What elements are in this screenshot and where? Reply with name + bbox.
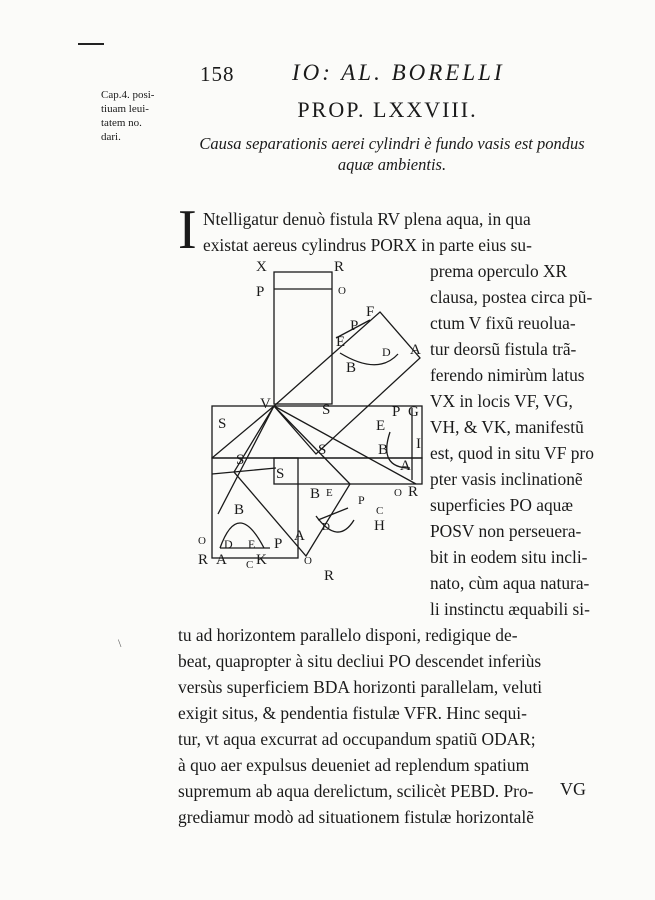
label-o: O <box>394 487 402 499</box>
tilted-tube-vf <box>274 312 420 454</box>
text-line: Ntelligatur denuò fistula RV plena aqua, in qua <box>203 209 531 229</box>
label-e: E <box>326 487 333 499</box>
label-b: B <box>346 360 357 376</box>
label-d: D <box>224 537 233 551</box>
label-a: A <box>410 342 421 358</box>
marginal-note-line: Cap.4. posi- <box>101 89 155 101</box>
heading-line: Causa separationis aerei cylindri è fundo vasis est pondus <box>199 134 585 153</box>
drop-cap: I <box>178 199 197 261</box>
marginal-note-line: tatem no. <box>101 117 142 129</box>
label-a: A <box>400 458 411 474</box>
text-line: grediamur modò ad situationem fistulæ horizontalẽ <box>178 807 534 827</box>
diagonal <box>212 406 274 458</box>
label-r: R <box>408 484 419 500</box>
text-line: ferendo nimirùm latus <box>430 365 585 385</box>
proposition-heading <box>172 133 612 175</box>
geometric-figure <box>198 258 428 588</box>
label-o: O <box>304 555 312 567</box>
text-line: pter vasis inclinationẽ <box>430 469 583 489</box>
text-line: tur, vt aqua excurrat ad occupandum spatiũ ODAR; <box>178 729 536 749</box>
label-r: R <box>198 552 209 568</box>
label-f: F <box>366 304 375 320</box>
label-s: S <box>276 466 285 482</box>
proposition-title: PROP. LXXVIII. <box>297 97 478 122</box>
label-e: E <box>336 334 346 350</box>
stray-mark: \ <box>118 636 122 650</box>
label-b: B <box>310 486 321 502</box>
text-line: existat aereus cylindrus PORX in parte eius su- <box>203 235 532 255</box>
text-line: ctum V fixũ reuolua- <box>430 313 576 333</box>
label-g: G <box>408 404 419 420</box>
text-line: POSV non perseuera- <box>430 521 582 541</box>
page-number: 158 <box>200 62 235 86</box>
marginal-note-line: tiuam leui- <box>101 103 149 115</box>
label-d: D <box>382 345 391 359</box>
label-s: S <box>236 452 245 468</box>
label-r: R <box>324 568 335 584</box>
label-o: O <box>338 285 346 297</box>
label-k: K <box>256 552 267 568</box>
catchword: VG <box>560 779 586 799</box>
label-p: P <box>256 284 265 300</box>
label-h: H <box>374 518 385 534</box>
text-line: VX in locis VF, VG, <box>430 391 573 411</box>
label-r: R <box>334 259 345 275</box>
text-line: superficies PO aquæ <box>430 495 573 515</box>
top-rule <box>78 43 104 45</box>
label-p: P <box>274 536 283 552</box>
tilted-tube-vh <box>234 406 350 556</box>
label-i: I <box>416 436 421 452</box>
label-o: O <box>198 535 206 547</box>
text-line: bit in eodem situ incli- <box>430 547 588 567</box>
text-line: tur deorsũ fistula trã- <box>430 339 577 359</box>
text-line: à quo aer expulsus deueniet ad replendum spatium <box>178 755 530 775</box>
inner-line <box>212 468 276 474</box>
label-p: P <box>350 318 359 334</box>
text-line: supremum ab aqua derelictum, scilicèt PEBD. Pro- <box>178 781 534 801</box>
text-line: exigit situs, & pendentia fistulæ VFR. Hinc sequi- <box>178 703 527 723</box>
vertical-tube <box>274 272 332 404</box>
label-c: C <box>376 505 384 517</box>
marginal-note-line: dari. <box>101 131 121 143</box>
label-p: P <box>392 404 401 420</box>
label-s: S <box>218 416 227 432</box>
text-line: li instinctu æquabili si- <box>430 599 590 619</box>
lower-chord <box>318 508 348 520</box>
label-x: X <box>256 259 267 275</box>
label-d: D <box>322 521 330 533</box>
label-e: E <box>376 418 386 434</box>
text-line: nato, cùm aqua natura- <box>430 573 590 593</box>
text-line: tu ad horizontem parallelo disponi, redigique de- <box>178 625 518 645</box>
label-a: A <box>294 528 305 544</box>
label-s: S <box>318 442 327 458</box>
text-line: beat, quapropter à situ decliui PO descendet inferiùs <box>178 651 542 671</box>
label-s: S <box>322 402 331 418</box>
label-v: V <box>260 396 271 412</box>
label-a: A <box>216 552 227 568</box>
running-head: IO: AL. BORELLI <box>292 60 505 85</box>
text-line: clausa, postea circa pũ- <box>430 287 593 307</box>
text-line: VH, & VK, manifestũ <box>430 417 584 437</box>
text-line: versùs superficiem BDA horizonti parallelam, veluti <box>178 677 543 697</box>
label-p: P <box>358 493 365 507</box>
heading-line: aquæ ambientis. <box>337 155 447 174</box>
text-line: prema operculo XR <box>430 261 568 281</box>
label-b: B <box>378 442 389 458</box>
diagonal <box>218 406 274 514</box>
label-c: C <box>246 559 254 571</box>
label-e: E <box>248 537 256 551</box>
text-line: est, quod in situ VF pro <box>430 443 594 463</box>
label-b: B <box>234 502 245 518</box>
